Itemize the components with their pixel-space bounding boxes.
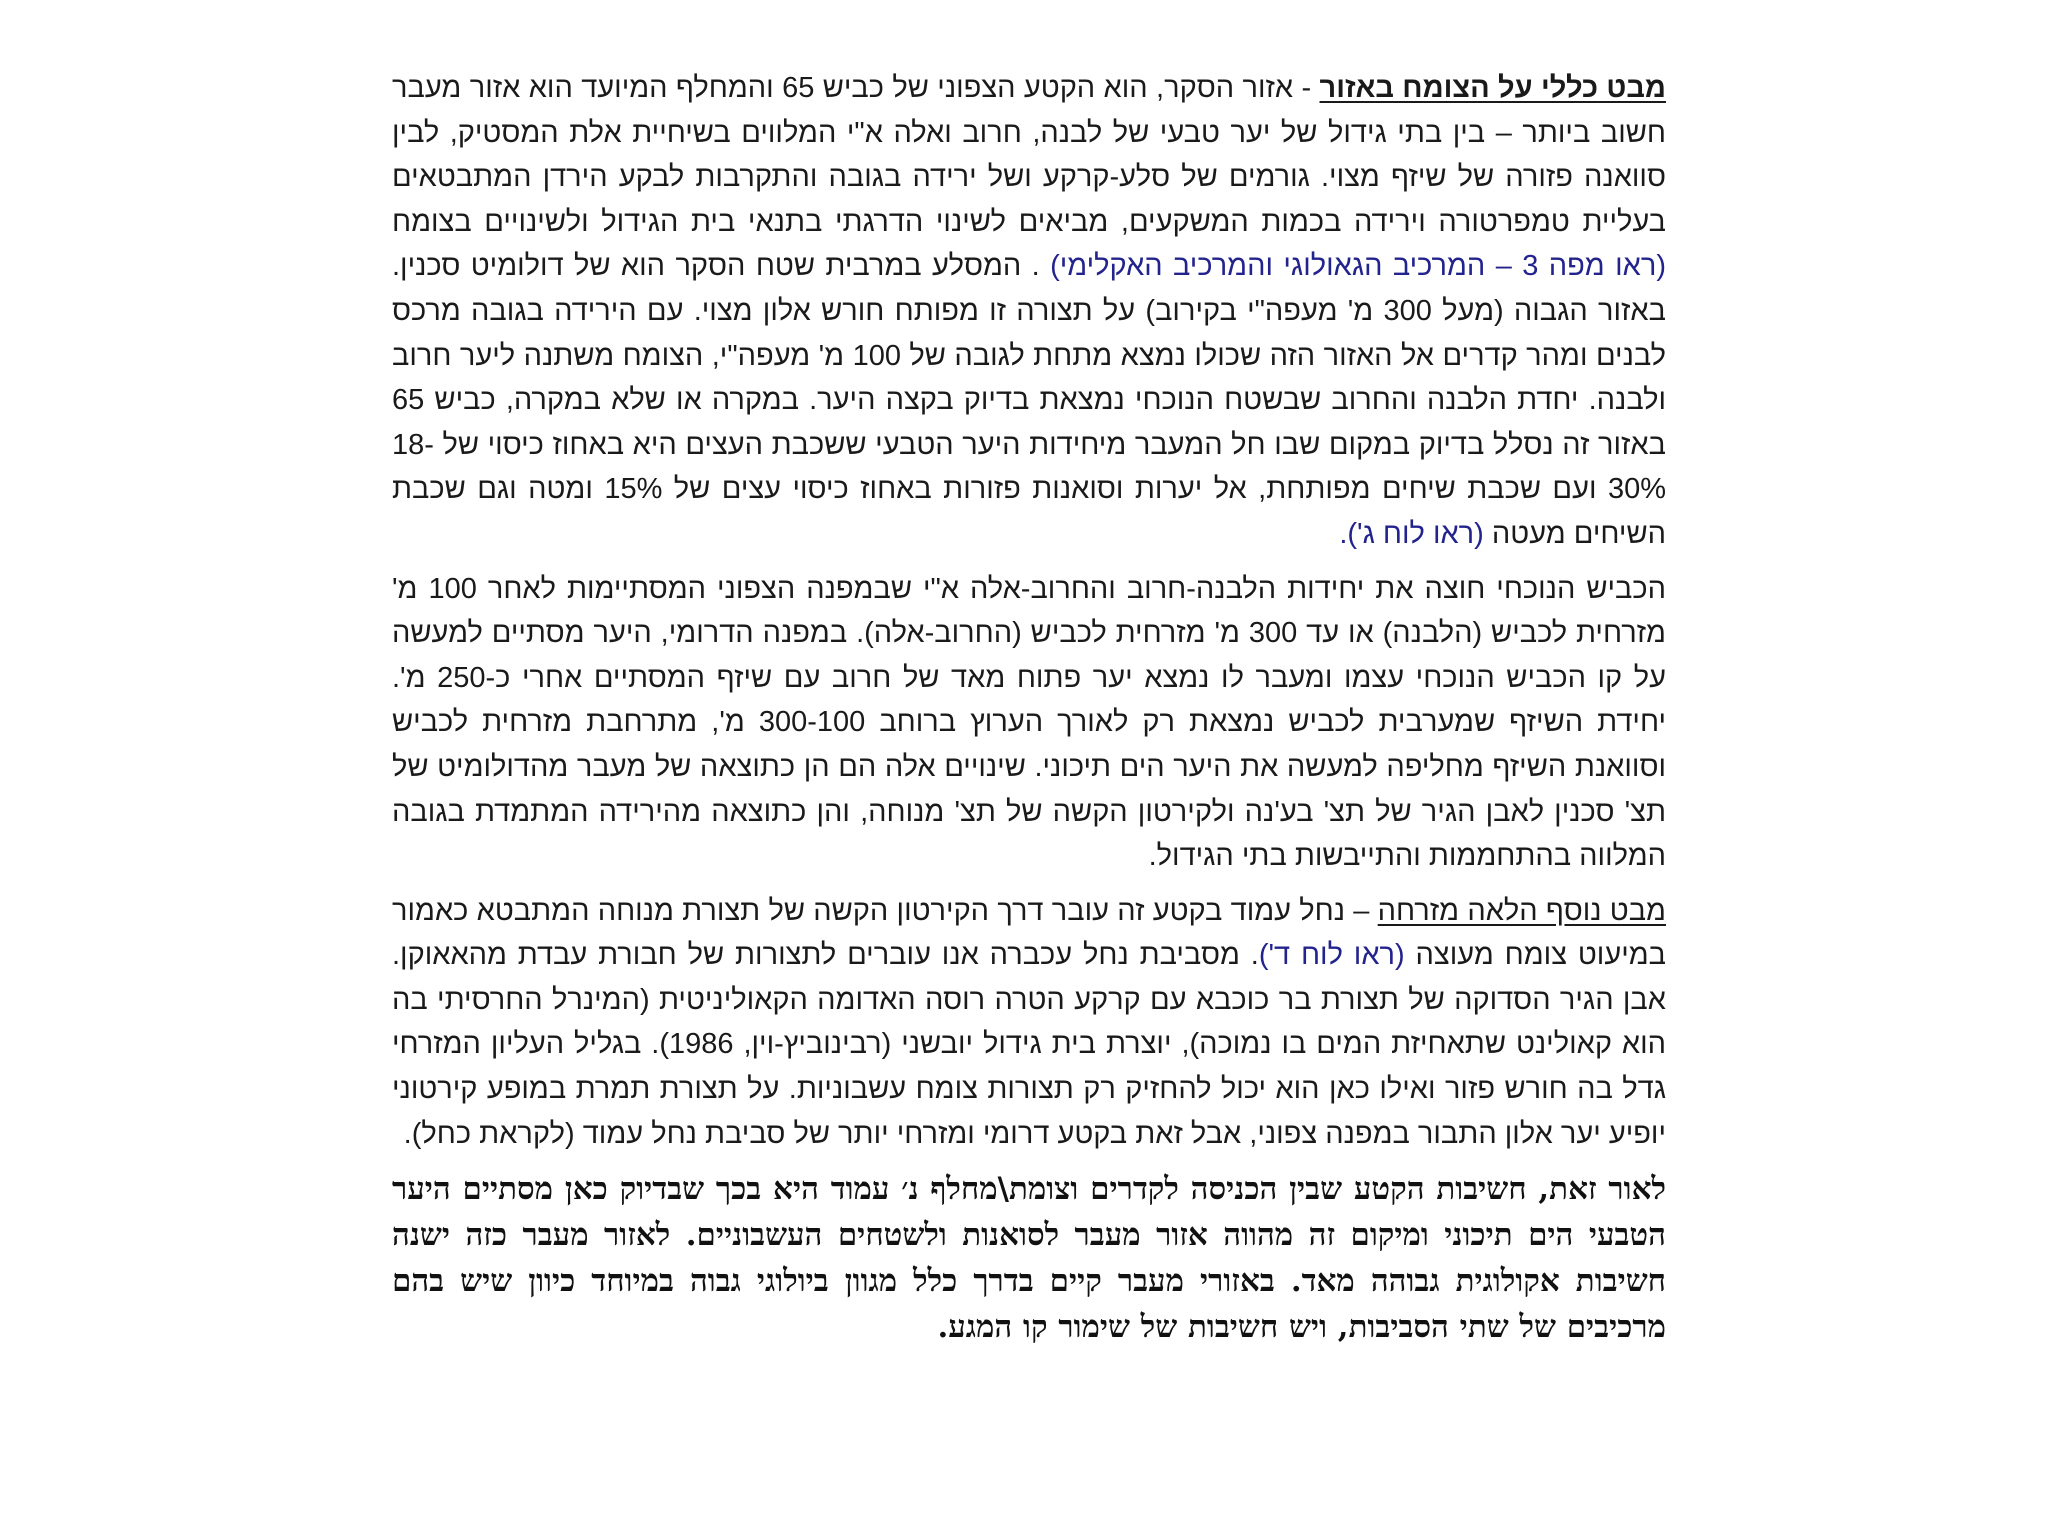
paragraph-text: . מסביבת נחל עכברה אנו עוברים לתצורות של חבורת עבדת מהאאוקן. אבן הגיר הסדוקה של תצורת בר כוכבא עם קרקע הטרה רוסה האדומה הקאוליניטית (המינרל החרסיתי בה הוא קאולינט שתאחיזת המים בו נמוכה), יוצרת בית גידול יובשני (רבינוביץ-וין, 1986). בגליל העליון המזרחי גדל בה חורש פזור ואילו כאן הוא יכול להחזיק רק תצורות צומח עשבוניות. על תצורת תמרת במופע קירטוני יופיע יער אלון התבור במפנה צפוני, אבל זאת בקטע דרומי ומזרחי יותר של סביבת נחל עמוד (לקראת כחל). [392,939,1666,1150]
paragraph-road: הכביש הנוכחי חוצה את יחידות הלבנה-חרוב והחרוב-אלה א"י שבמפנה הצפוני המסתיימות לאחר 100 מ' מזרחית לכביש (הלבנה) או עד 300 מ' מזרחית לכביש (החרוב-אלה). במפנה הדרומי, היער מסתיים למעשה על קו הכביש הנוכחי עצמו ומעבר לו נמצא יער פתוח מאד של חרוב עם שיזף המסתיים אחרי כ-250 מ'. יחידת השיזף שמערבית לכביש נמצאת רק לאורך הערוץ ברוחב 300-100 מ', מתרחבת מזרחית לכביש וסוואנת השיזף מחליפה למעשה את היער הים תיכוני. שינויים אלה הם הן כתוצאה של מעבר מהדולומיט של תצ' סכנין לאבן הגיר של תצ' בע'נה ולקירטון הקשה של תצ' מנוחה, והן כתוצאה מהירידה המתמדת בגובה המלווה בהתחממות והתייבשות בתי הגידול. [392,572,1666,873]
table-reference: (ראו לוח ד') [1258,939,1405,972]
paragraph-text: אזור הסקר, הוא הקטע הצפוני של כביש 65 והמחלף המיועד הוא אזור מעבר חשוב ביותר – בין בתי גידול של יער טבעי של לבנה, חרוב ואלה א"י המלווים בשיחיית אלת המסטיק, לבין סוואנה פזורה של שיזף מצוי. גורמים של סלע-קרקע ושל ירידה בגובה והתקרבות לבקע הירדן המתבטאים בעליית טמפרטורה וירידה בכמות המשקעים, מביאים לשינוי הדרגתי בתנאי בית הגידול ולשינויים בצומח [392,72,1666,238]
map-reference: (ראו מפה 3 – המרכיב הגאולוגי והמרכיב האקלימי) [1050,250,1667,283]
paragraph-text: . המסלע במרבית שטח הסקר הוא של דולומיט סכנין. באזור הגבוה (מעל 300 מ' מעפה"י בקירוב) על תצורה זו מפותח חורש אלון מצוי. עם הירידה בגובה מרכס לבנים ומהר קדרים אל האזור הזה שכולו נמצא מתחת לגובה של 100 מ' מעפה"י, הצומח משתנה ליער חרוב ולבנה. יחדת הלבנה והחרוב שבשטח הנוכחי נמצאת בדיוק בקצה היער. במקרה או שלא במקרה, כביש 65 באזור זה נסלל בדיוק במקום שבו חל המעבר מיחידות היער הטבעי ששכבת העצים היא באחוז כיסוי של 18-30% ועם שכבת שיחים מפותחת, אל יערות וסואנות פזורות באחוז כיסוי עצים של 15% ומטה וגם שכבת השיחים מעטה [392,250,1666,550]
paragraph-conclusion: לאור זאת, חשיבות הקטע שבין הכניסה לקדרים וצומת\מחלף נ׳ עמוד היא בכך שבדיוק כאן מסתיים היער הטבעי הים תיכוני ומיקום זה מהווה אזור מעבר לסואנות ולשטחים העשבוניים. לאזור מעבר כזה ישנה חשיבות אקולוגית גבוהה מאד. באזורי מעבר קיים בדרך כלל מגוון ביולוגי גבוה במיוחד כיוון שיש בהם מרכיבים של שתי הסביבות, ויש חשיבות של שימור קו המגע. [392,1171,1666,1346]
paragraph-text: – נחל עמוד בקטע זה עובר דרך הקירטון הקשה של תצורת מנוחה המתבטא כאמור במיעוט צומח מעוצה [392,894,1666,972]
title-separator: - [1293,72,1320,104]
section-title: מבט כללי על הצומח באזור [1319,72,1666,104]
paragraph-overview [392,66,1666,557]
paragraph-east-view [392,889,1666,1157]
table-reference: (ראו לוח ג'). [1339,517,1484,550]
section-subtitle: מבט נוסף הלאה מזרחה [1377,894,1666,927]
document-page [392,66,1666,1350]
